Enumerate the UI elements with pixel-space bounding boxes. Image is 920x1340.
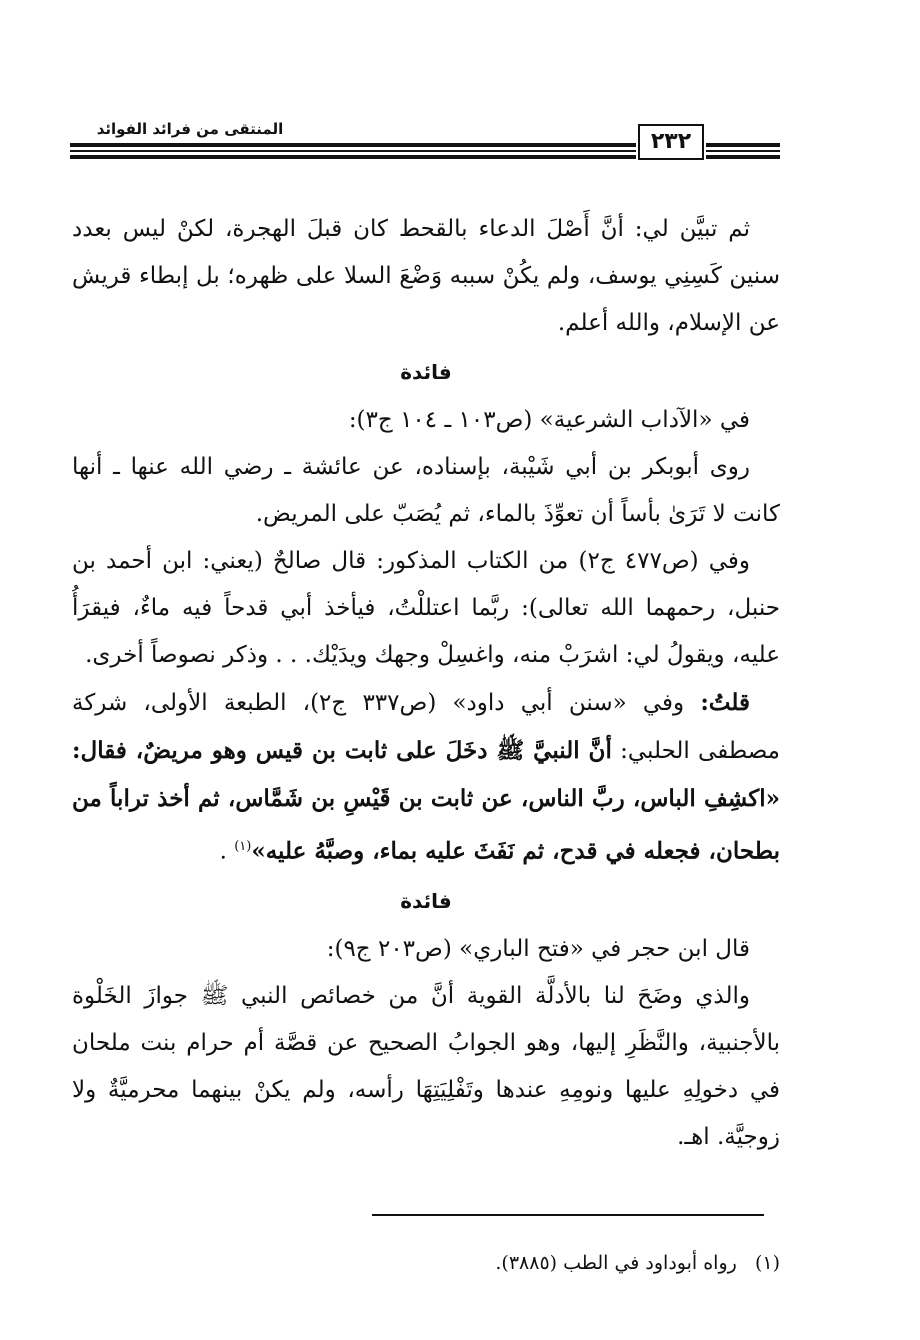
paragraph-5-lead: قلتُ: [700,689,750,716]
page-number: ٢٣٢ [638,124,704,160]
footnote-text: رواه أبوداود في الطب (٣٨٨٥). [495,1252,737,1274]
header-rule-left [70,143,636,160]
paragraph-5 [72,679,780,876]
section-heading-2: فائدة [400,888,452,913]
paragraph-5-mid: وفي «سنن أبي داود» (ص٣٣٧ ج٢)، الطبعة الأولى، شركة مصطفى الحلبي: [72,690,780,764]
footnote [72,1248,780,1278]
footnote-separator [372,1214,764,1216]
footnote-ref[interactable]: (١) [234,839,252,854]
footnote-number: (١) [754,1252,780,1274]
running-header-title: المنتقى من فرائد الفوائد [96,120,284,138]
paragraph-4: وفي (ص٤٧٧ ج٢) من الكتاب المذكور: قال صالحٌ (يعني: ابن أحمد بن حنبل، رحمهما الله تعالى): ربَّما اعتللْتُ، فيأخذ أبي قدحاً فيه ماءٌ، فيقرَأُ عليه، ويقولُ لي: اشرَبْ منه، واغسِلْ وجهك ويدَيْك. . . وذكر نصوصاً أخرى. [72,548,780,668]
header-rule-right [706,143,780,160]
paragraph-5-end: . [219,838,235,865]
paragraph-5-hadith: أنَّ النبيَّ ﷺ دخَلَ على ثابت بن قيس وهو مريضٌ، فقال: «اكشِفِ الباس، ربَّ الناس، عن ثابت بن قَيْسِ بن شَمَّاس، ثم أخذ تراباً من بطحان، فجعله في قدح، ثم نَفَثَ عليه بماء، وصبَّهُ عليه» [72,737,780,865]
paragraph-6: قال ابن حجر في «فتح الباري» (ص٢٠٣ ج٩): [326,935,750,962]
main-text [72,206,780,1161]
paragraph-1: ثم تبيَّن لي: أنَّ أَصْلَ الدعاء بالقحط كان قبلَ الهجرة، لكنْ ليس بعدد سنين كَسِنِي يوسف، ولم يكُنْ سببه وَضْعَ السلا على ظهره؛ بل إبطاء قريش عن الإسلام، والله أعلم. [72,216,780,336]
paragraph-7: والذي وضَحَ لنا بالأدلَّة القوية أنَّ من خصائص النبي ﷺ جوازَ الخَلْوة بالأجنبية، والنَّظَرِ إليها، وهو الجوابُ الصحيح عن قصَّة أم حرام بنت ملحان في دخولِهِ عليها ونومِهِ عندها وتَفْلِيَتِهَا رأسه، ولم يكنْ بينهما محرميَّةٌ ولا زوجيَّة. اهـ. [72,982,780,1150]
paragraph-2: في «الآداب الشرعية» (ص١٠٣ ـ ١٠٤ ج٣): [348,407,750,433]
section-heading-1: فائدة [400,360,452,384]
paragraph-3: روى أبوبكر بن أبي شَيْبة، بإسناده، عن عائشة ـ رضي الله عنها ـ أنها كانت لا تَرَىٰ بأساً أن تعوِّذَ بالماء، ثم يُصَبّ على المريض. [72,454,780,527]
